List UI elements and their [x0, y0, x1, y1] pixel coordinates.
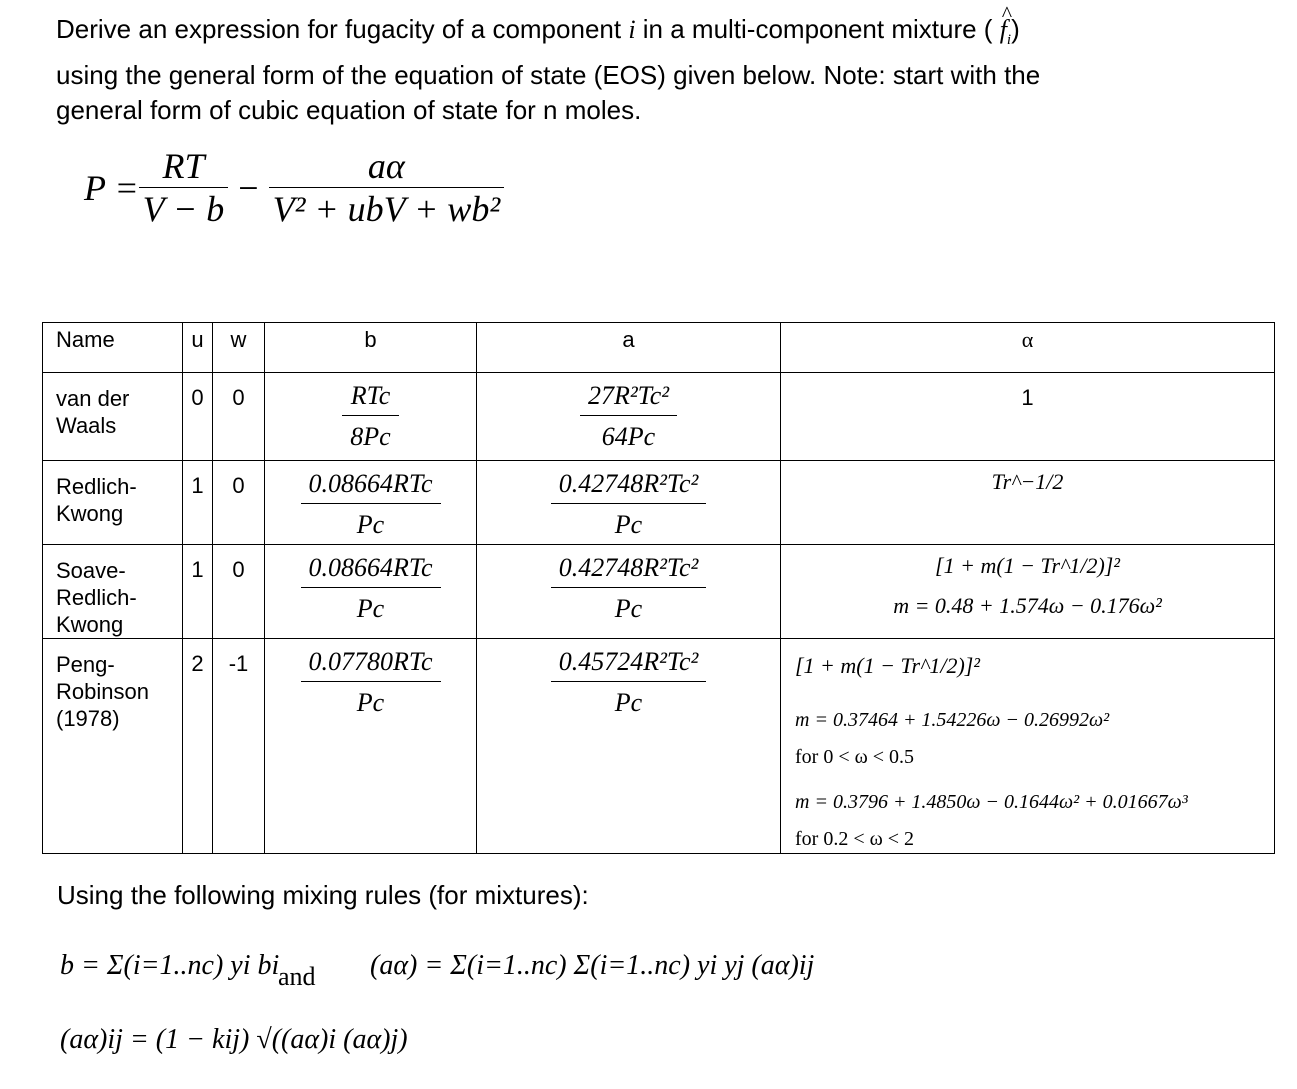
row-alpha: [1 + m(1 − Tr^1/2)]² m = 0.37464 + 1.54226ω − 0.26992ω² for 0 < ω < 0.5 m = 0.3796 + 1.4850ω − 0.1644ω² + 0.01667ω³ for 0.2 < ω < 2	[781, 639, 1275, 854]
row-w: -1	[213, 639, 265, 854]
row-u: 0	[183, 373, 213, 461]
table-row	[43, 461, 1275, 545]
row-a: $\frac{\text{0.42748R²Tc²}}{Pc}$	[477, 545, 781, 639]
table-row	[43, 373, 1275, 461]
header-u: u	[183, 323, 213, 373]
table-row	[43, 639, 1275, 854]
row-a: $\frac{\text{0.45724R²Tc²}}{Pc}$	[477, 639, 781, 854]
aalpha-mixing-rule: (aα) = Σ(i=1..nc) Σ(i=1..nc) yi yj (aα)ij	[370, 950, 815, 981]
header-alpha: α	[781, 323, 1275, 373]
mixing-rules-heading: Using the following mixing rules (for mixtures):	[57, 880, 589, 910]
eos-minus: −	[238, 167, 259, 208]
row-alpha: 1	[781, 373, 1275, 461]
problem-statement	[56, 1, 1266, 128]
header-a: a	[477, 323, 781, 373]
row-b: $\frac{\text{RTc}}{8Pc}$	[265, 373, 477, 461]
header-name: Name	[43, 323, 183, 373]
b-mixing-rule: b = Σ(i=1..nc) yi bi	[60, 950, 280, 981]
row-name: van der Waals	[43, 373, 183, 461]
row-alpha: Tr^−1/2	[781, 461, 1275, 545]
row-w: 0	[213, 545, 265, 639]
row-u: 1	[183, 545, 213, 639]
row-b: $\frac{\text{0.07780RTc}}{Pc}$	[265, 639, 477, 854]
combining-rule: (aα)ij = (1 − kij) √((aα)i (aα)j)	[60, 1024, 408, 1055]
component-variable: i	[628, 15, 636, 44]
row-b: $\frac{\text{0.08664RTc}}{Pc}$	[265, 461, 477, 545]
eos-lhs: P =	[84, 167, 139, 208]
prompt-line-1: Derive an expression for fugacity of a component i in a multi-component mixture ( ^ $f_i$)	[56, 14, 1020, 44]
fugacity-symbol: ^ $f_i$	[999, 1, 1013, 49]
row-alpha: [1 + m(1 − Tr^1/2)]² m = 0.48 + 1.574ω − 0.176ω²	[781, 545, 1275, 639]
row-name: Soave-Redlich-Kwong	[43, 545, 183, 639]
cubic-eos-equation	[84, 140, 504, 235]
eos-parameter-table	[42, 322, 1275, 854]
header-b: b	[265, 323, 477, 373]
and-connector: and	[278, 962, 316, 991]
row-a: $\frac{\text{0.42748R²Tc²}}{Pc}$	[477, 461, 781, 545]
row-w: 0	[213, 373, 265, 461]
prompt-line-3: general form of cubic equation of state for n moles.	[56, 95, 642, 126]
table-header-row	[43, 323, 1275, 373]
header-w: w	[213, 323, 265, 373]
row-name: Peng-Robinson (1978)	[43, 639, 183, 854]
row-b: $\frac{\text{0.08664RTc}}{Pc}$	[265, 545, 477, 639]
row-name: Redlich-Kwong	[43, 461, 183, 545]
row-u: 2	[183, 639, 213, 854]
row-a: $\frac{\text{27R²Tc²}}{64Pc}$	[477, 373, 781, 461]
table-row	[43, 545, 1275, 639]
prompt-line-2: using the general form of the equation of state (EOS) given below. Note: start with the	[56, 60, 1041, 91]
row-u: 1	[183, 461, 213, 545]
eos-attractive-term: $\frac{a\alpha}{\text{V² + ubV + wb²}}$	[269, 145, 505, 230]
eos-repulsive-term: $\frac{RT}{V - b}$	[139, 145, 229, 230]
row-w: 0	[213, 461, 265, 545]
